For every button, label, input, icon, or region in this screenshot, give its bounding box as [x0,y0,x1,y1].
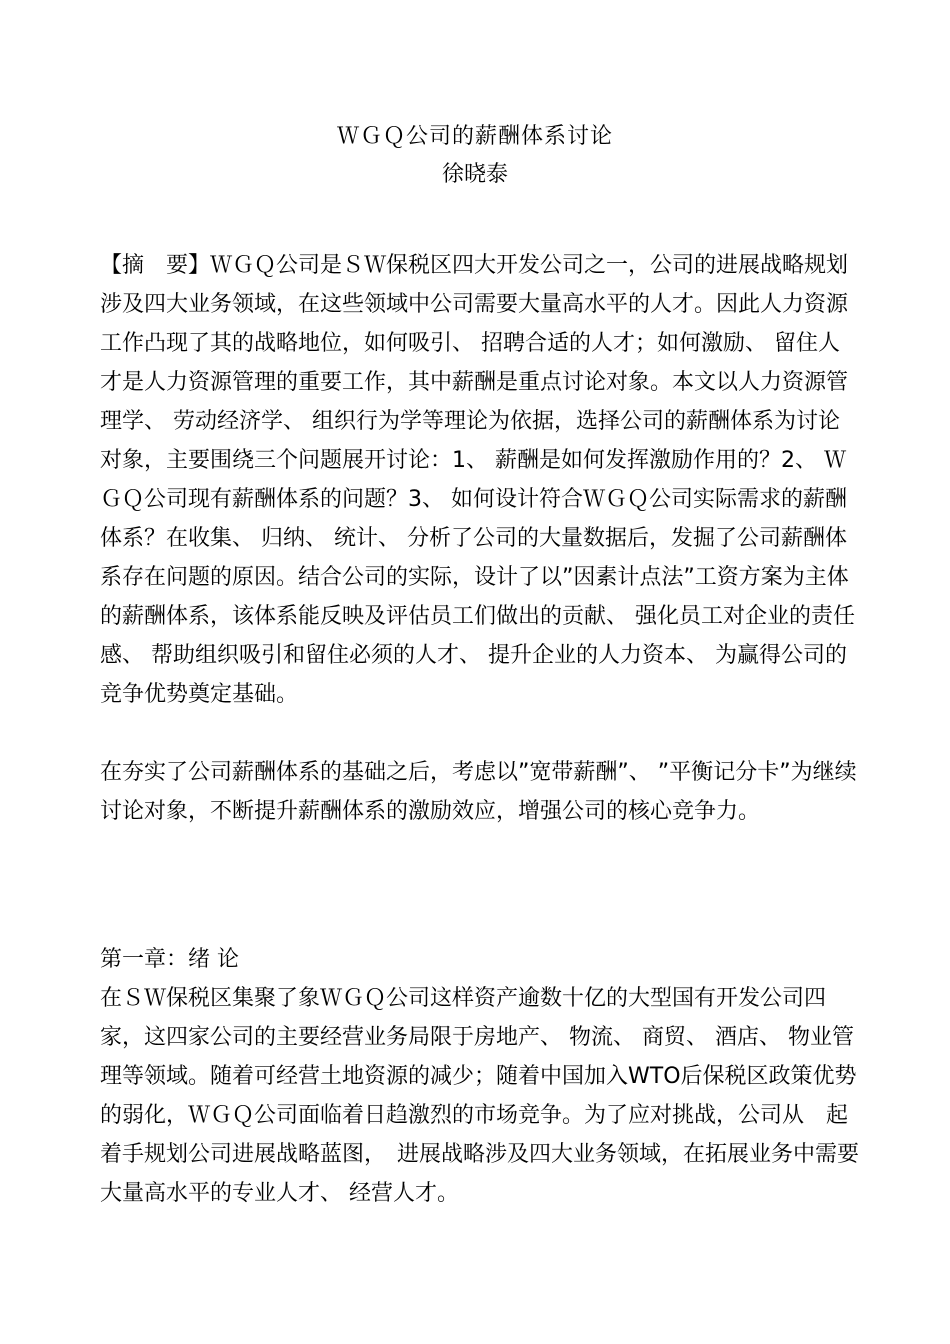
document-author: 徐晓泰 [441,162,508,187]
document-title: ＷＧＱ公司的薪酬体系讨论 [336,124,613,149]
abstract-paragraph: 【摘 要】ＷＧＱ公司是ＳＷ保税区四大开发公司之一，公司的进展战略规划涉及四大业务领域，在这些领域中公司需要大量高水平的人才。因此人力资源工作凸现了其的战略地位，如何吸引、 招聘合适的人才；如何激励、 留住人才是人力资源管理的重要工作，其中薪酬是重点讨论对象。本文以人力资源管理学、 劳动经济学、 组织行为学等理论为依据，选择公司的薪酬体系为讨论对象，主要围绕三个问题展开讨论：1、 薪酬是如何发挥激励作用的？2、 ＷＧＱ公司现有薪酬体系的问题？3、 如何设计符合ＷＧＱ公司实际需求的薪酬体系？在收集、 归纳、 统计、 分析了公司的大量数据后，发掘了公司薪酬体系存在问题的原因。结合公司的实际，设计了以”因素计点法”工资方案为主体的薪酬体系，该体系能反映及评估员工们做出的贡献、 强化员工对企业的责任感、 帮助组织吸引和留住必须的人才、 提升企业的人力资本、 为赢得公司的竞争优势奠定基础。 [100,253,855,707]
chapter-paragraph: 在ＳＷ保税区集聚了象ＷＧＱ公司这样资产逾数十亿的大型国有开发公司四家，这四家公司的主要经营业务局限于房地产、 物流、 商贸、 酒店、 物业管理等领域。随着可经营土地资源的减少；随着中国加入WTO后保税区政策优势的弱化，ＷＧＱ公司面临着日趋激烈的市场竞争。为了应对挑战，公司从 起着手规划公司进展战略蓝图， 进展战略涉及四大业务领域，在拓展业务中需要大量高水平的专业人才、 经营人才。 [100,986,860,1206]
chapter-heading: 第一章：绪 论 [100,947,239,972]
abstract-paragraph-continued: 在夯实了公司薪酬体系的基础之后，考虑以”宽带薪酬”、 ”平衡记分卡”为继续讨论对象，不断提升薪酬体系的激励效应，增强公司的核心竞争力。 [100,760,857,824]
